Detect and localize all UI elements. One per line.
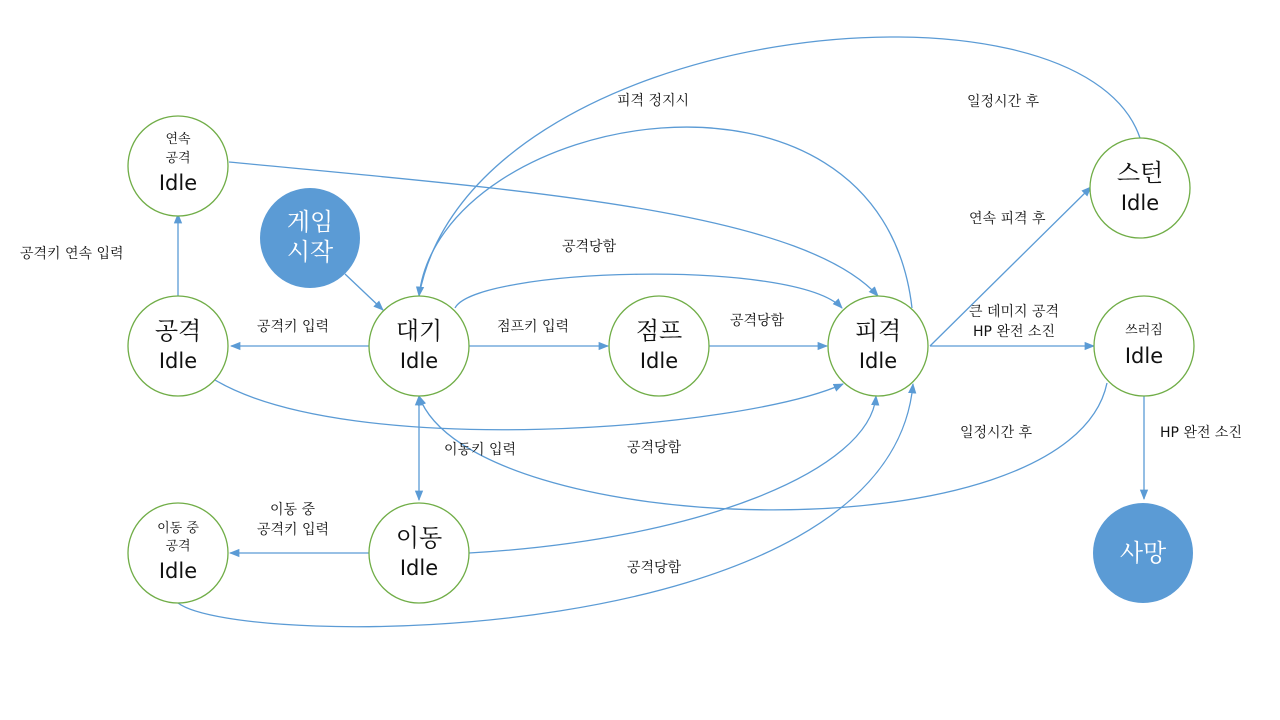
state-move-attack: [128, 503, 228, 603]
label-jump-key: 점프키 입력: [497, 319, 570, 335]
label-move-hit: 공격당함: [627, 560, 682, 576]
edge-attack-to-hit: [215, 380, 843, 430]
label-combo-hit: 연속 피격 후: [969, 211, 1046, 227]
state-attack: [128, 296, 228, 396]
label-move-attack-2: 공격키 입력: [257, 522, 330, 538]
state-move-attack-name-2: 공격: [165, 539, 191, 554]
state-combo-name-1: 연속: [165, 132, 191, 147]
state-stun: [1090, 138, 1190, 238]
state-move: [369, 503, 469, 603]
state-hit-status: Idle: [858, 349, 898, 373]
state-combo-circle: [128, 116, 228, 216]
state-jump-circle: [609, 296, 709, 396]
state-jump-status: Idle: [639, 349, 679, 373]
state-move-attack-status: Idle: [158, 559, 198, 583]
state-move-circle: [369, 503, 469, 603]
label-death-cond: HP 완전 소진: [1160, 425, 1242, 441]
state-combo-status: Idle: [158, 171, 198, 195]
state-down-name: 쓰러짐: [1125, 323, 1163, 338]
state-move-name: 이동: [395, 524, 443, 552]
edge-stun-to-idle: [419, 37, 1140, 296]
label-attack-hit: 공격당함: [627, 440, 682, 456]
terminal-start-line1: 게임: [286, 208, 334, 236]
state-move-status: Idle: [399, 556, 439, 580]
state-jump: [609, 296, 709, 396]
state-attack-status: Idle: [158, 349, 198, 373]
state-stun-status: Idle: [1120, 191, 1160, 215]
state-attack-name: 공격: [154, 317, 202, 345]
state-jump-name: 점프: [635, 317, 683, 345]
state-down: [1094, 296, 1194, 396]
state-stun-name: 스턴: [1116, 159, 1164, 187]
state-idle: [369, 296, 469, 396]
label-stun-after: 일정시간 후: [967, 94, 1040, 110]
state-stun-circle: [1090, 138, 1190, 238]
label-big-damage-2: HP 완전 소진: [973, 324, 1055, 340]
state-idle-status: Idle: [399, 349, 439, 373]
edge-hit-stop-to-idle: [419, 127, 912, 308]
state-hit-name: 피격: [854, 317, 902, 345]
state-combo-name-2: 공격: [165, 151, 191, 166]
terminal-start-line2: 시작: [286, 238, 334, 266]
state-attack-circle: [128, 296, 228, 396]
label-big-damage-1: 큰 데미지 공격: [968, 304, 1060, 320]
label-jump-hit: 공격당함: [730, 313, 785, 329]
edge-start-to-idle: [345, 274, 383, 310]
label-down-after: 일정시간 후: [960, 425, 1033, 441]
state-idle-circle: [369, 296, 469, 396]
state-idle-name: 대기: [395, 317, 443, 345]
label-combo-key: 공격키 연속 입력: [20, 246, 124, 262]
label-idle-hit: 공격당함: [562, 239, 617, 255]
terminal-death-label: 사망: [1119, 539, 1167, 567]
state-hit-circle: [828, 296, 928, 396]
label-attack-key: 공격키 입력: [257, 319, 330, 335]
state-combo-attack: [128, 116, 228, 216]
label-hit-stop: 피격 정지시: [617, 93, 690, 109]
state-hit: [828, 296, 928, 396]
edge-down-to-idle: [419, 383, 1107, 510]
state-down-status: Idle: [1124, 344, 1164, 368]
state-move-attack-name-1: 이동 중: [157, 521, 199, 536]
terminal-start: [260, 188, 360, 288]
edge-move-to-hit: [469, 396, 876, 553]
label-move-attack-1: 이동 중: [270, 502, 316, 518]
label-move-key: 이동키 입력: [444, 442, 517, 458]
terminal-death: [1093, 503, 1193, 603]
